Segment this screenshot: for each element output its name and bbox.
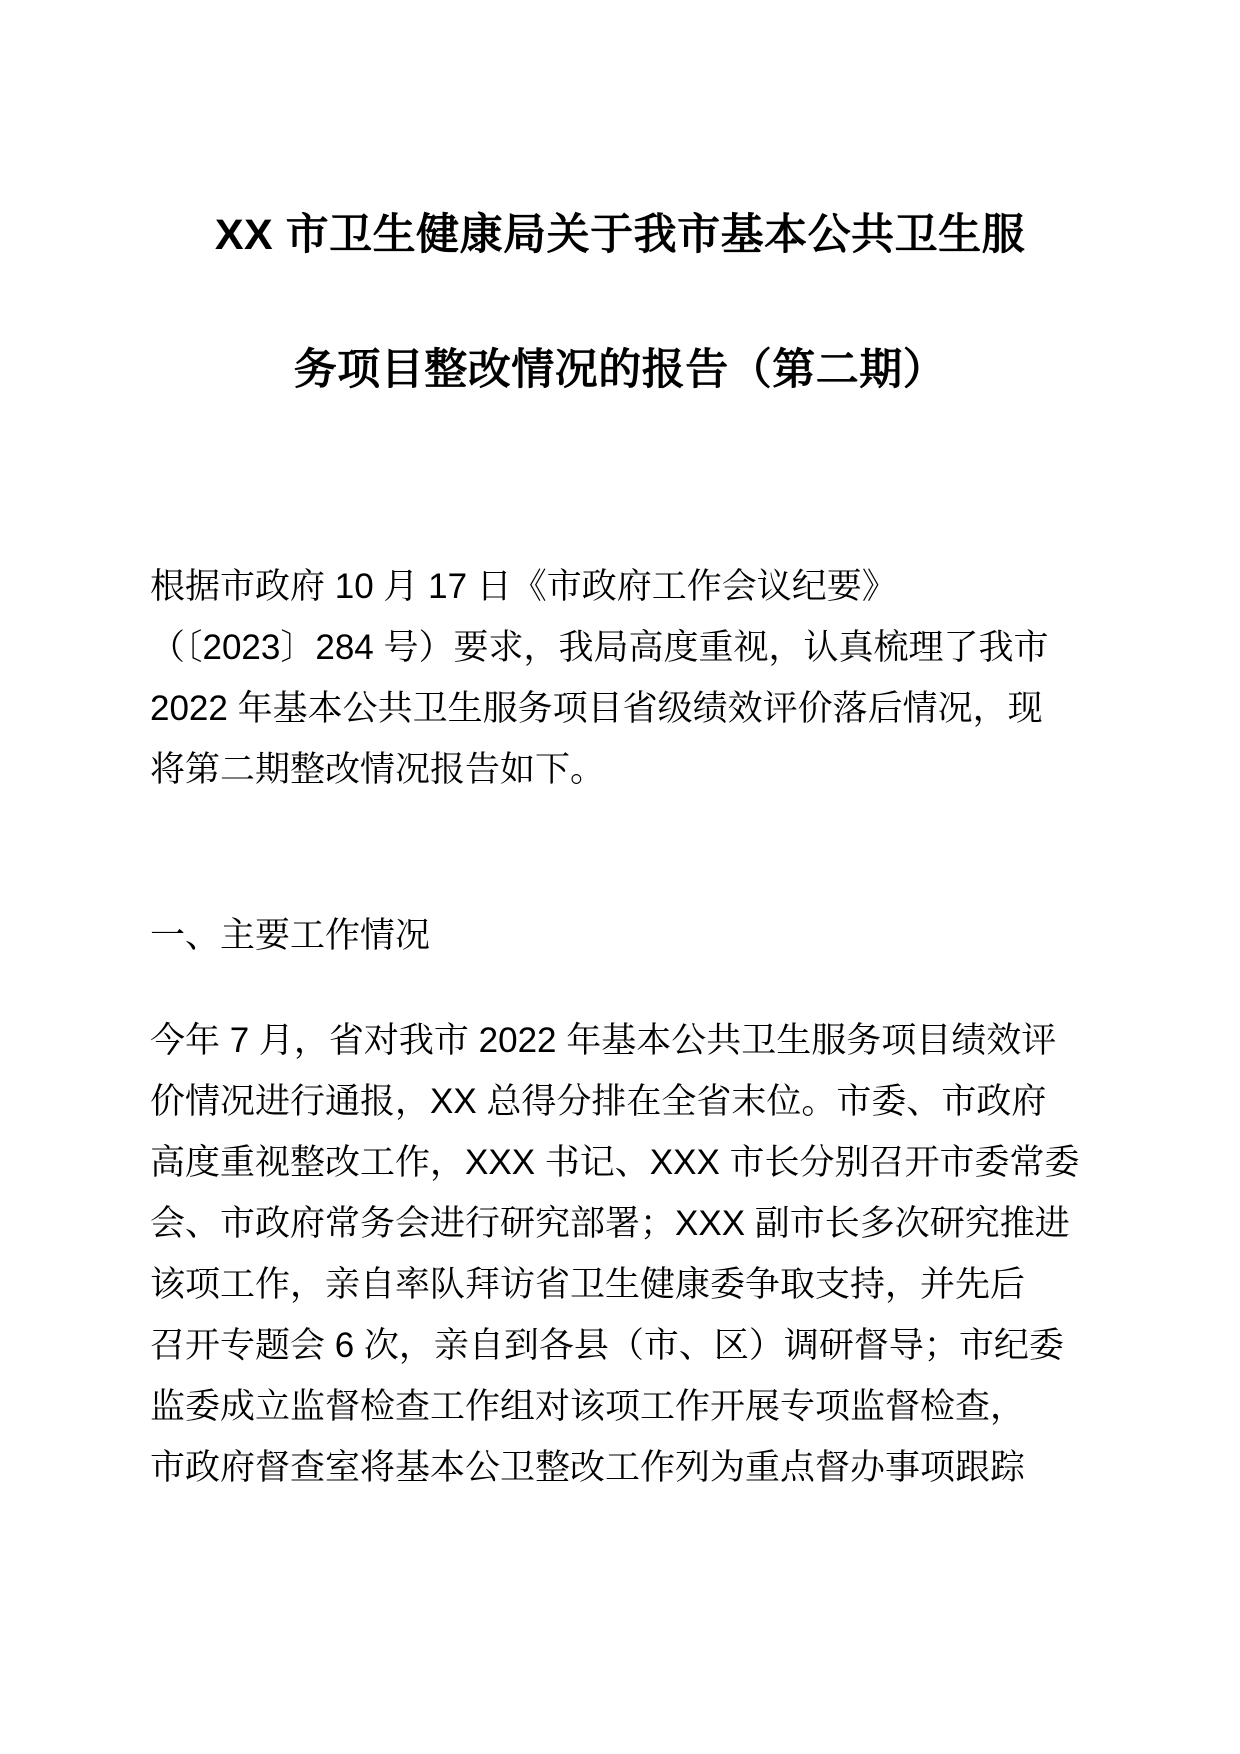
intro-paragraph [150,556,1090,861]
section-heading-main-work: 一、主要工作情况 [150,916,431,955]
title-line-2: 务项目整改情况的报告（第二期） [293,346,947,394]
main-work-line-2: 价情况进行通报，XX 总得分排在全省末位。市委、市政府 [150,1082,1047,1121]
main-work-paragraph [150,1010,1090,1559]
intro-line-3: 2022 年基本公共卫生服务项目省级绩效评价落后情况，现 [150,689,1043,728]
main-work-line-7: 监委成立监督检查工作组对该项工作开展专项监督检查， [150,1387,1026,1426]
main-work-line-4: 会、市政府常务会进行研究部署；XXX 副市长多次研究推进 [150,1204,1070,1243]
page-title [150,0,1090,438]
intro-line-2: （〔2023〕284 号）要求，我局高度重视，认真梳理了我市 [150,628,1049,667]
intro-line-1: 根据市政府 10 月 17 日《市政府工作会议纪要》 [150,567,897,606]
main-work-line-8: 市政府督查室将基本公卫整改工作列为重点督办事项跟踪 [150,1448,1026,1487]
main-work-line-6: 召开专题会 6 次，亲自到各县（市、区）调研督导；市纪委 [150,1326,1064,1365]
document-body [150,556,1090,1559]
title-line-1: XX 市卫生健康局关于我市基本公共卫生服 [214,211,1026,259]
main-work-line-5: 该项工作，亲自率队拜访省卫生健康委争取支持，并先后 [150,1265,1026,1304]
main-work-line-1: 今年 7 月，省对我市 2022 年基本公共卫生服务项目绩效评 [150,1021,1057,1060]
intro-line-4: 将第二期整改情况报告如下。 [150,750,606,789]
main-work-line-3: 高度重视整改工作，XXX 书记、XXX 市长分别召开市委常委 [150,1143,1080,1182]
